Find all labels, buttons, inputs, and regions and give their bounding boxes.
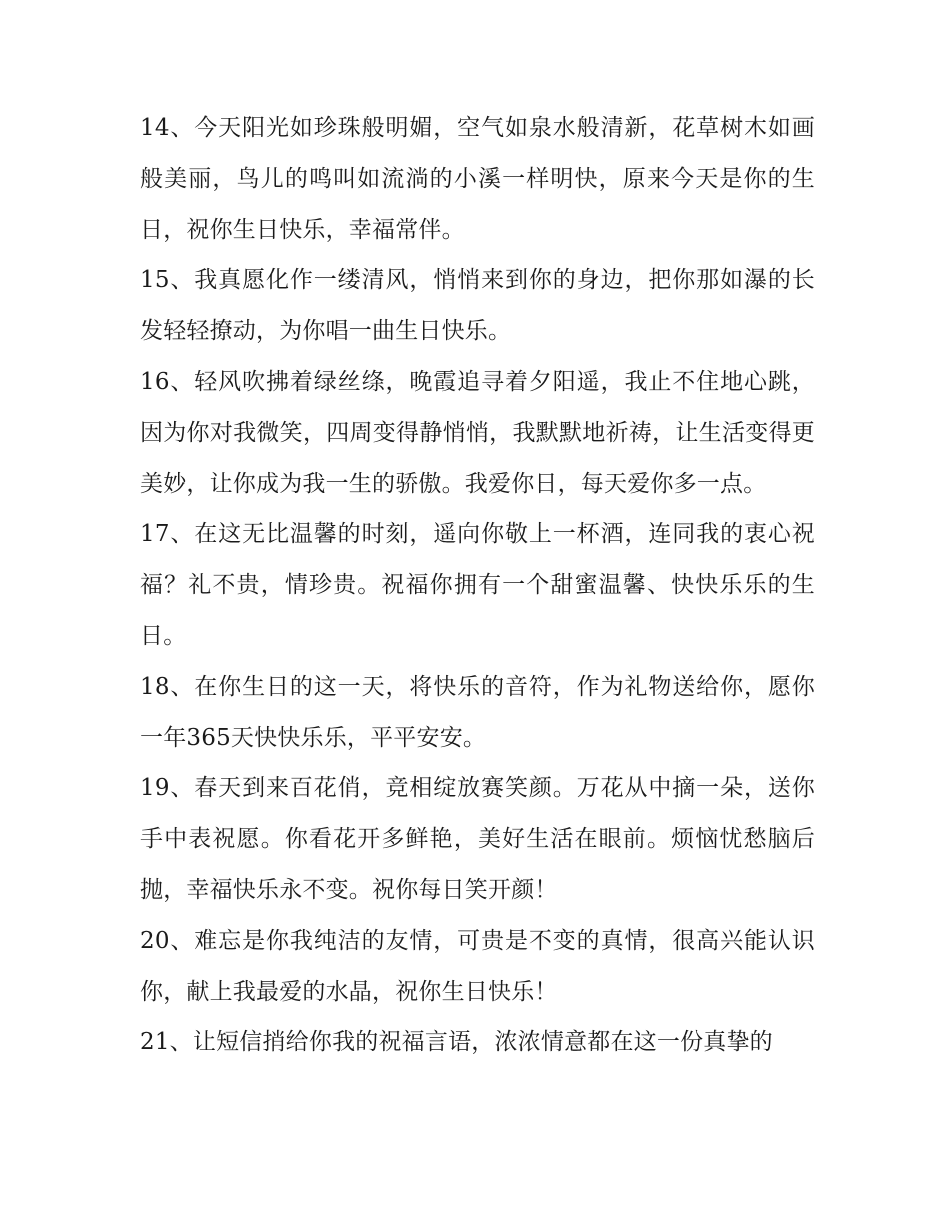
paragraph-19: 19、春天到来百花俏，竞相绽放赛笑颜。万花从中摘一朵，送你手中表祝愿。你看花开多鲜艳，美好生活在眼前。烦恼忧愁脑后抛，幸福快乐永不变。祝你每日笑开颜！ xyxy=(140,775,815,903)
document-body xyxy=(140,103,815,1068)
paragraph-14: 14、今天阳光如珍珠般明媚，空气如泉水般清新，花草树木如画般美丽，鸟儿的鸣叫如流淌的小溪一样明快，原来今天是你的生日，祝你生日快乐，幸福常伴。 xyxy=(140,115,815,243)
paragraph-17: 17、在这无比温馨的时刻，遥向你敬上一杯酒，连同我的衷心祝福？礼不贵，情珍贵。祝福你拥有一个甜蜜温馨、快快乐乐的生日。 xyxy=(140,521,815,649)
paragraph-21: 21、让短信捎给你我的祝福言语，浓浓情意都在这一份真挚的 xyxy=(140,1029,773,1056)
paragraph-15: 15、我真愿化作一缕清风，悄悄来到你的身边，把你那如瀑的长发轻轻撩动，为你唱一曲生日快乐。 xyxy=(140,267,815,345)
paragraph-20: 20、难忘是你我纯洁的友情，可贵是不变的真情，很高兴能认识你，献上我最爱的水晶，祝你生日快乐！ xyxy=(140,927,815,1005)
paragraph-16: 16、轻风吹拂着绿丝绦，晚霞追寻着夕阳遥，我止不住地心跳，因为你对我微笑，四周变得静悄悄，我默默地祈祷，让生活变得更美妙，让你成为我一生的骄傲。我爱你日，每天爱你多一点。 xyxy=(140,368,815,497)
paragraph-18: 18、在你生日的这一天，将快乐的音符，作为礼物送给你，愿你一年365天快快乐乐，平平安安。 xyxy=(140,673,815,751)
